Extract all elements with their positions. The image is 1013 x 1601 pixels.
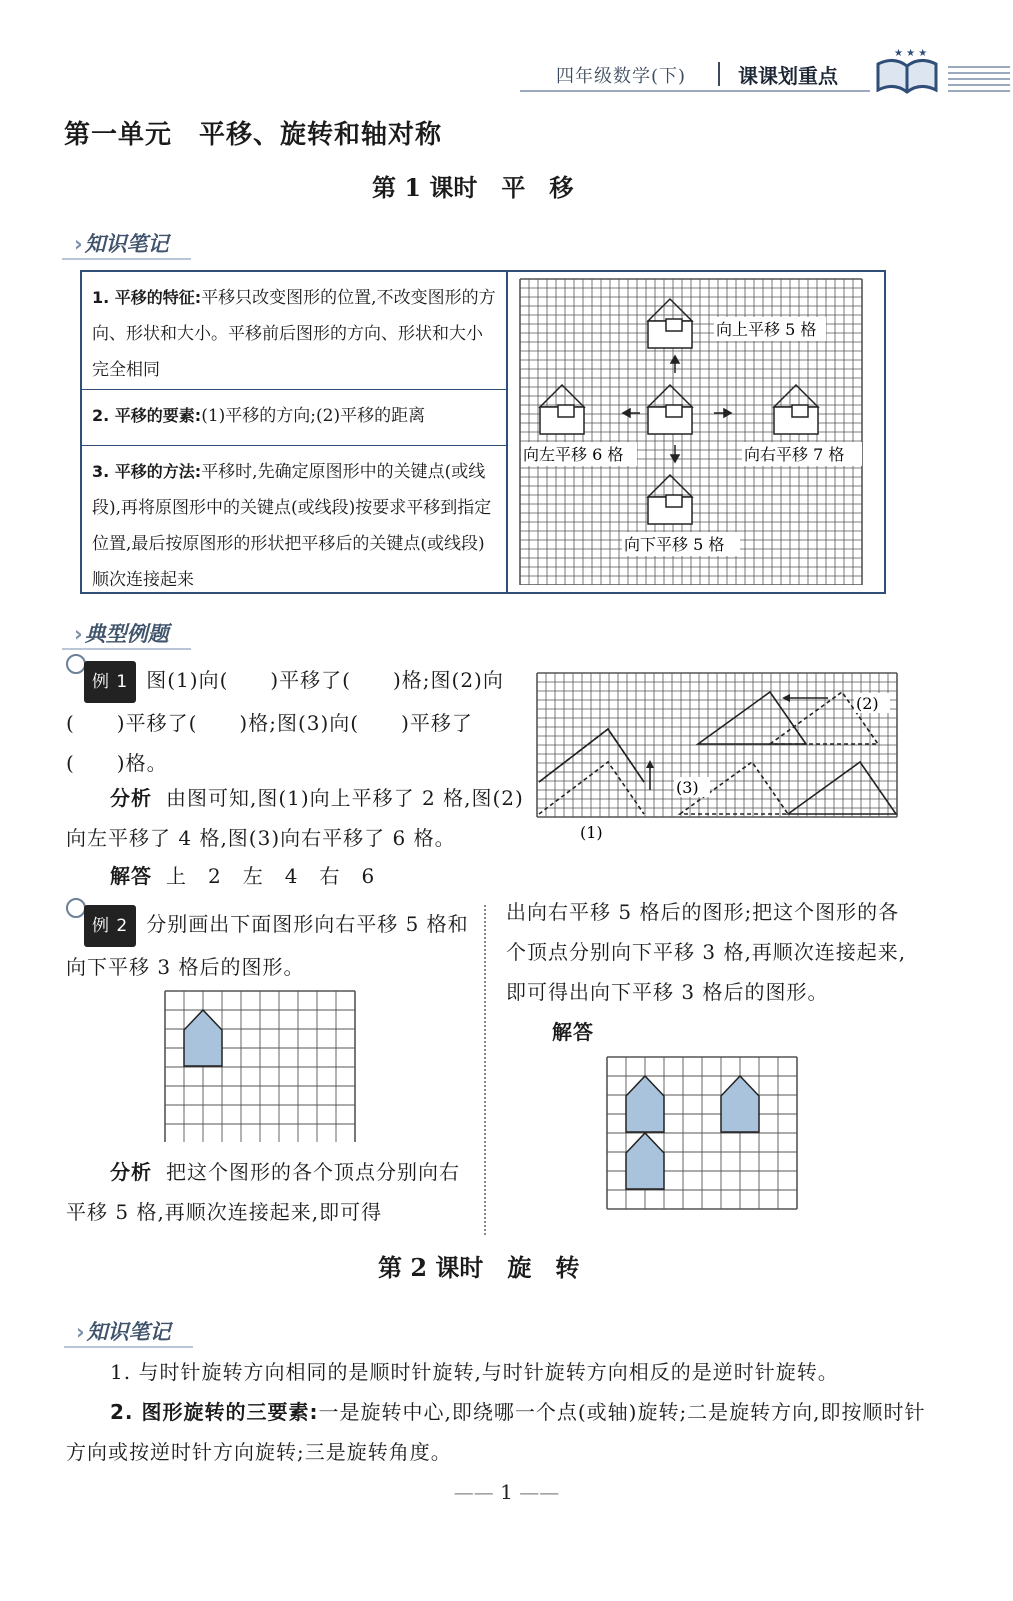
example1-analysis-block xyxy=(66,778,528,858)
fig3-moved xyxy=(788,762,896,814)
svg-text:★ ★ ★: ★ ★ ★ xyxy=(894,48,928,59)
house-down xyxy=(648,475,692,524)
header-grade: 四年级数学(下) xyxy=(556,66,687,87)
example1-question-block xyxy=(66,660,528,783)
lesson2-notes-tag: › 知识笔记 xyxy=(64,1316,193,1348)
lesson2-note2-label: 2. 图形旋转的三要素: xyxy=(110,1400,319,1424)
examples-tag: › 典型例题 xyxy=(62,618,191,650)
example2-analysis-left: 把这个图形的各个顶点分别向右平移 5 格,再顺次连接起来,即可得 xyxy=(66,1160,460,1224)
note-1-text: 平移只改变图形的位置,不改变图形的方向、形状和大小。平移前后图形的方向、形状和大小完全相同 xyxy=(92,288,496,380)
example1-answer: 上 2 左 4 右 6 xyxy=(166,864,376,888)
house-left xyxy=(540,385,584,434)
example2-shape xyxy=(184,1010,222,1066)
fig3-label: (3) xyxy=(676,778,699,797)
example2-question-block xyxy=(66,904,470,987)
example1-answer-block xyxy=(110,856,530,896)
note-1-label: 1. 平移的特征: xyxy=(92,288,202,307)
fig1-label: (1) xyxy=(580,823,603,842)
house-center xyxy=(648,385,692,434)
header-series: 课课划重点 xyxy=(738,64,838,88)
example2-analysis-block xyxy=(66,1152,470,1232)
note-3-text: 平移时,先确定原图形中的关键点(或线段),再将原图形中的关键点(或线段)按要求平移到指定位置,最后按原图形的形状把平移后的关键点(或线段)顺次连接起来 xyxy=(92,462,492,590)
label-right: 向右平移 7 格 xyxy=(744,445,845,464)
example1-answer-label: 解答 xyxy=(110,864,152,888)
note-3 xyxy=(82,446,506,592)
example2-badge-wrap xyxy=(66,904,146,947)
lightbulb-icon xyxy=(66,654,86,674)
example1-analysis: 由图可知,图(1)向上平移了 2 格,图(2)向左平移了 4 格,图(3)向右平移了 6 格。 xyxy=(66,786,524,850)
answer-shape-right xyxy=(721,1076,759,1132)
example2-question: 分别画出下面图形向右平移 5 格和向下平移 3 格后的图形。 xyxy=(66,912,469,979)
lesson2-note2-block xyxy=(66,1392,936,1472)
fig2-label: (2) xyxy=(856,694,879,713)
example2-answer-label: 解答 xyxy=(552,1020,594,1044)
example2-question-figure xyxy=(164,990,356,1142)
example2-answer-label-block xyxy=(552,1012,752,1052)
header-separator xyxy=(718,62,720,86)
answer-shape-down xyxy=(626,1133,664,1189)
house-right xyxy=(774,385,818,434)
note-2-text: (1)平移的方向;(2)平移的距离 xyxy=(201,406,426,426)
example1-figure xyxy=(536,672,898,844)
note-2-label: 2. 平移的要素: xyxy=(92,406,202,425)
label-up: 向上平移 5 格 xyxy=(716,320,817,339)
answer-shape-original xyxy=(626,1076,664,1132)
example1-question: 图(1)向( )平移了( )格;图(2)向( )平移了( )格;图(3)向( )平移了( )格。 xyxy=(66,668,504,775)
note-2 xyxy=(82,390,506,446)
header-rule xyxy=(520,90,870,92)
unit-title: 第一单元 平移、旋转和轴对称 xyxy=(64,120,443,150)
label-left: 向左平移 6 格 xyxy=(523,445,624,464)
note-3-label: 3. 平移的方法: xyxy=(92,462,202,481)
lightbulb-icon xyxy=(66,898,86,918)
lesson2-note1: 1. 与时针旋转方向相同的是顺时针旋转,与时针旋转方向相反的是逆时针旋转。 xyxy=(110,1360,839,1384)
note-1 xyxy=(82,272,506,390)
translation-diagram xyxy=(518,277,868,585)
example1-analysis-label: 分析 xyxy=(110,786,152,810)
page-number: 1 xyxy=(500,1480,513,1504)
lesson1-notes-tag: › 知识笔记 xyxy=(62,228,191,260)
book-logo-icon xyxy=(872,44,942,96)
lesson1-title: 第 1 课时 平 移 xyxy=(372,173,574,202)
example2-answer-figure xyxy=(606,1056,798,1210)
example1-badge-wrap xyxy=(66,660,146,703)
knowledge-text-column xyxy=(82,272,508,592)
example1-badge: 例 1 xyxy=(84,661,136,703)
lesson2-note2: 一是旋转中心,即绕哪一个点(或轴)旋转;二是旋转方向,即按顺时针方向或按逆时针方向旋转;三是旋转角度。 xyxy=(66,1400,926,1464)
example2-analysis-label: 分析 xyxy=(110,1160,152,1184)
example2-analysis-right: 出向右平移 5 格后的图形;把这个图形的各个顶点分别向下平移 3 格,再顺次连接起来,即可得出向下平移 3 格后的图形。 xyxy=(506,900,907,1004)
label-down: 向下平移 5 格 xyxy=(624,535,725,554)
header-stripes xyxy=(948,66,1010,92)
page-number-footer: —— 1 —— xyxy=(453,1480,560,1504)
column-divider xyxy=(484,905,486,1235)
lesson2-title: 第 2 课时 旋 转 xyxy=(378,1253,580,1282)
example2-badge: 例 2 xyxy=(84,905,136,947)
